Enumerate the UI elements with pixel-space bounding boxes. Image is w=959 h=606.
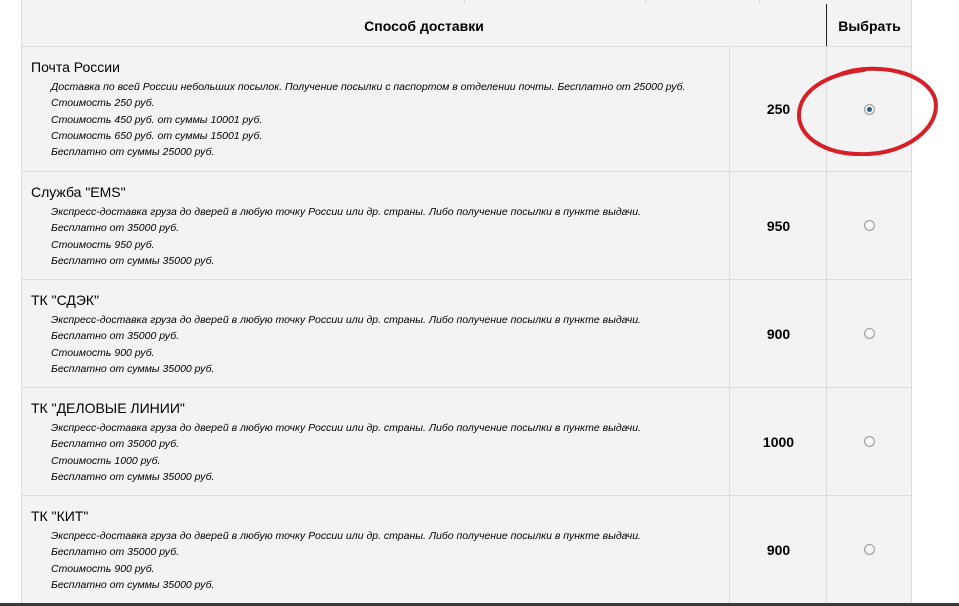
header-delivery-method: Способ доставки xyxy=(364,18,484,34)
detail-line: Экспресс-доставка груза до дверей в любую точку России или др. страны. Либо получение посылки в пункте выдачи. xyxy=(51,314,641,326)
detail-line: Стоимость 950 руб. xyxy=(51,238,155,251)
delivery-method-details xyxy=(51,312,641,377)
detail-line: Бесплатно от 35000 руб. xyxy=(51,546,180,559)
delivery-method-name: Служба "EMS" xyxy=(31,184,126,200)
delivery-method-details xyxy=(51,528,641,593)
delivery-radio-ems[interactable] xyxy=(864,220,875,231)
delivery-radio-kit[interactable] xyxy=(864,544,875,555)
delivery-radio-sdek[interactable] xyxy=(864,328,875,339)
delivery-description-cell xyxy=(22,496,729,603)
detail-line: Стоимость 1000 руб. xyxy=(51,454,161,467)
delivery-description-cell xyxy=(22,172,729,279)
select-cell xyxy=(826,496,912,603)
delivery-price: 1000 xyxy=(729,388,827,495)
detail-line: Бесплатно от 35000 руб. xyxy=(51,438,180,451)
delivery-price: 900 xyxy=(729,280,827,387)
table-row xyxy=(22,172,911,280)
delivery-price: 900 xyxy=(729,496,827,603)
delivery-description-cell xyxy=(22,388,729,495)
table-row xyxy=(22,47,911,172)
delivery-radio-delovye-linii[interactable] xyxy=(864,436,875,447)
detail-line: Стоимость 900 руб. xyxy=(51,562,155,575)
select-cell xyxy=(826,280,912,387)
delivery-method-name: Почта России xyxy=(31,59,120,75)
delivery-method-name: ТК "ДЕЛОВЫЕ ЛИНИИ" xyxy=(31,400,185,416)
detail-line: Экспресс-доставка груза до дверей в любую точку России или др. страны. Либо получение посылки в пункте выдачи. xyxy=(51,530,641,542)
detail-line: Стоимость 650 руб. от суммы 15001 руб. xyxy=(51,129,263,142)
detail-line: Бесплатно от суммы 35000 руб. xyxy=(51,362,215,375)
delivery-price: 950 xyxy=(729,172,827,279)
delivery-description-cell xyxy=(22,47,729,171)
detail-line: Бесплатно от суммы 25000 руб. xyxy=(51,146,215,159)
detail-line: Экспресс-доставка груза до дверей в любую точку России или др. страны. Либо получение посылки в пункте выдачи. xyxy=(51,206,641,218)
delivery-method-name: ТК "КИТ" xyxy=(31,508,89,524)
table-header xyxy=(22,4,911,47)
table-row xyxy=(22,280,911,388)
select-cell xyxy=(826,172,912,279)
detail-line: Бесплатно от суммы 35000 руб. xyxy=(51,470,215,483)
header-choose: Выбрать xyxy=(826,4,912,46)
delivery-price: 250 xyxy=(729,47,827,171)
delivery-method-details xyxy=(51,420,641,485)
detail-line: Бесплатно от 35000 руб. xyxy=(51,222,180,235)
detail-line: Бесплатно от 35000 руб. xyxy=(51,330,180,343)
detail-line: Экспресс-доставка груза до дверей в любую точку России или др. страны. Либо получение посылки в пункте выдачи. xyxy=(51,422,641,434)
delivery-description-cell xyxy=(22,280,729,387)
delivery-method-name: ТК "СДЭК" xyxy=(31,292,100,308)
table-row xyxy=(22,388,911,496)
select-cell xyxy=(826,388,912,495)
select-cell xyxy=(826,47,912,171)
detail-line: Бесплатно от суммы 35000 руб. xyxy=(51,254,215,267)
delivery-methods-table xyxy=(21,4,912,606)
detail-line: Стоимость 450 руб. от суммы 10001 руб. xyxy=(51,113,263,126)
table-row xyxy=(22,496,911,604)
detail-line: Бесплатно от суммы 35000 руб. xyxy=(51,578,215,591)
delivery-method-details xyxy=(51,79,686,160)
detail-line: Стоимость 900 руб. xyxy=(51,346,155,359)
delivery-method-details xyxy=(51,204,641,269)
delivery-radio-pochta[interactable] xyxy=(864,104,875,115)
detail-line: Доставка по всей России небольших посылок. Получение посылки с паспортом в отделении почты. Бесплатно от 25000 руб. xyxy=(51,81,686,93)
left-margin xyxy=(0,0,21,606)
detail-line: Стоимость 250 руб. xyxy=(51,97,155,110)
